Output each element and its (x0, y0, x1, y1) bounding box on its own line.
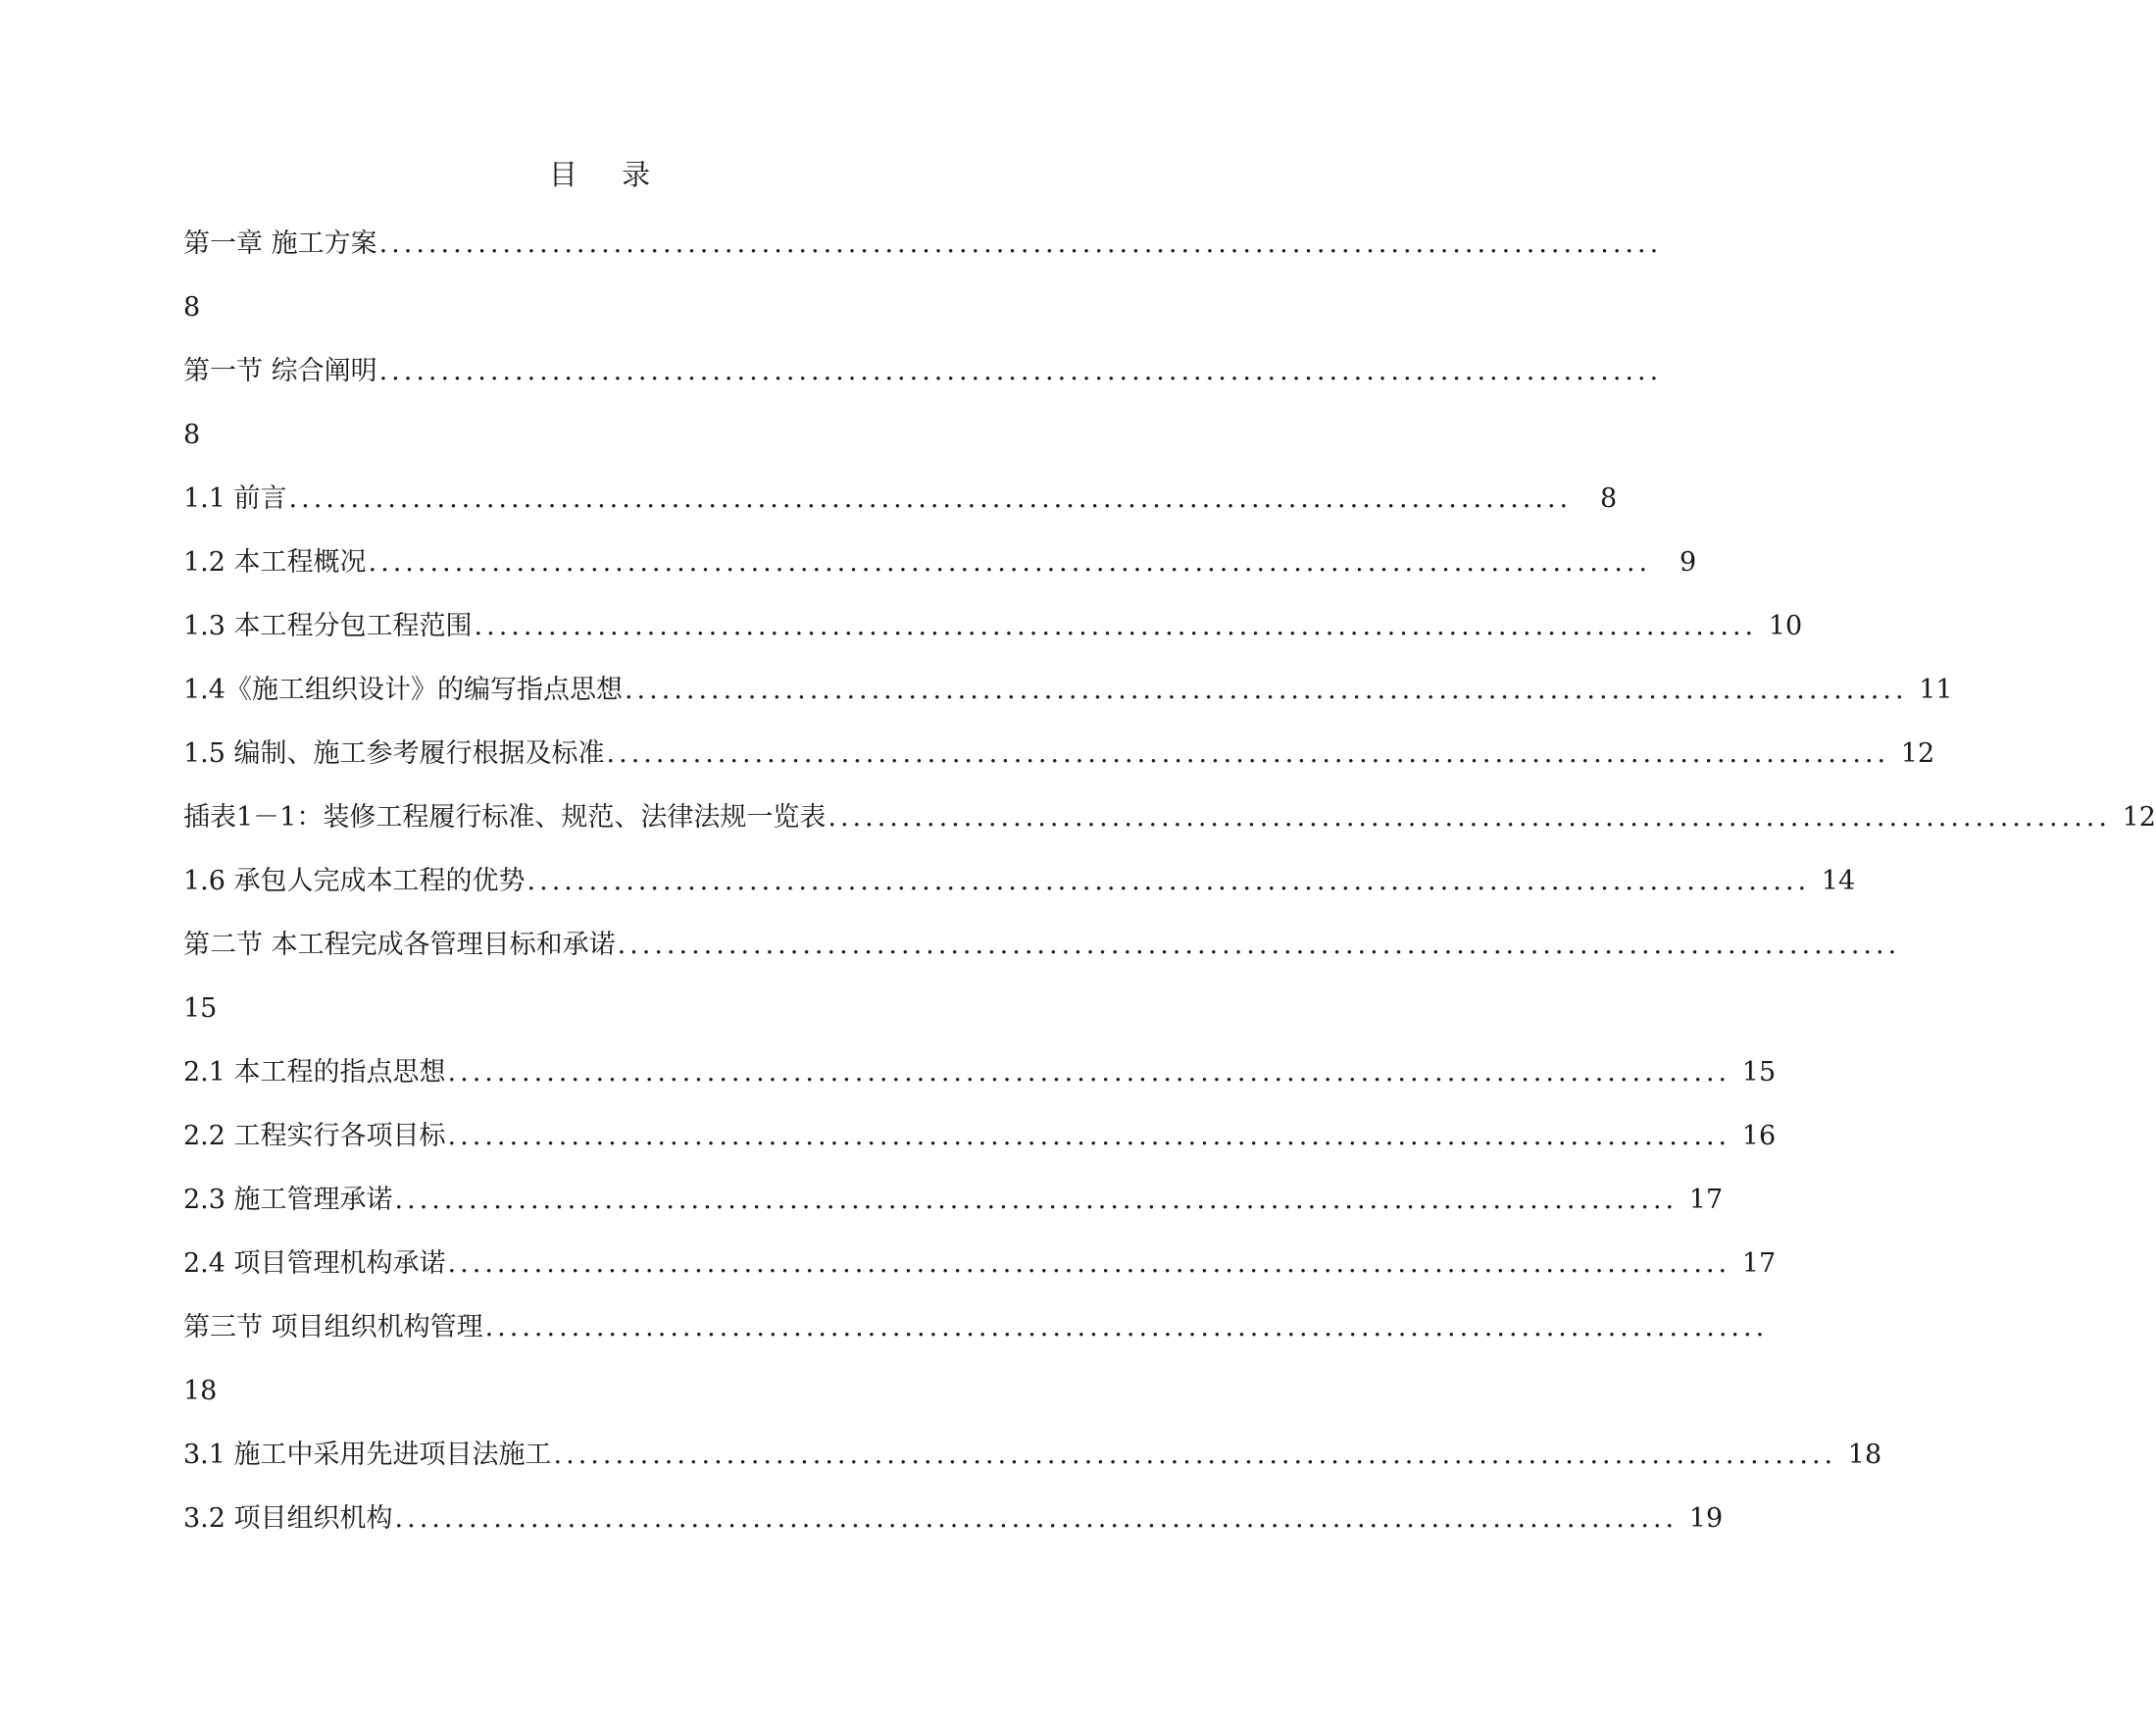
toc-leader-dots: ........................................................................................................ (288, 482, 1573, 514)
toc-entry-page: 17 (1688, 1184, 1724, 1215)
toc-entry-label: 3.2 项目组织机构 (183, 1502, 393, 1534)
toc-entry-page: 17 (1741, 1247, 1777, 1279)
toc-entry-label: 2.2 工程实行各项目标 (183, 1120, 446, 1151)
toc-entry-label: 第二节 本工程完成各管理目标和承诺 (183, 929, 616, 960)
toc-entry[interactable] (183, 785, 2156, 849)
toc-entry-label: 2.1 本工程的指点思想 (183, 1056, 446, 1088)
toc-entry[interactable] (183, 658, 1953, 722)
toc-entry-page: 9 (1679, 546, 1697, 578)
toc-entry-page: 12 (2122, 801, 2156, 833)
toc-entry-page: 14 (1821, 865, 1856, 896)
toc-leader-dots: ........................................................................................................ (474, 610, 1758, 641)
toc-entry-page-line (183, 1359, 1032, 1423)
toc-leader-dots: ........................................................................................................ (447, 1120, 1731, 1151)
toc-entry[interactable] (183, 1487, 1724, 1550)
toc-leader-dots: ........................................................................................................ (553, 1439, 1837, 1470)
toc-entry[interactable] (183, 212, 1663, 276)
toc-entry-page-line (183, 276, 1032, 339)
toc-entry-page: 16 (1741, 1120, 1777, 1151)
toc-entry-label: 1.5 编制、施工参考履行根据及标准 (183, 737, 605, 769)
toc-entry[interactable] (183, 531, 1697, 594)
toc-entry-label: 2.4 项目管理机构承诺 (183, 1247, 446, 1279)
toc-leader-dots: ........................................................................................................ (526, 865, 1811, 896)
toc-entry[interactable] (183, 1168, 1724, 1232)
toc-entry[interactable] (183, 467, 1618, 531)
toc-entry-label: 2.3 施工管理承诺 (183, 1184, 393, 1215)
toc-entry[interactable] (183, 1423, 1882, 1487)
toc-entry[interactable] (183, 1232, 1777, 1295)
toc-entry[interactable] (183, 1040, 1777, 1104)
toc-entry-page: 11 (1919, 674, 1953, 705)
toc-entry[interactable] (183, 1104, 1777, 1168)
toc-entry-page: 10 (1768, 610, 1803, 641)
toc-entry-page: 15 (1741, 1056, 1777, 1088)
toc-entry-label: 1.4《施工组织设计》的编写指点思想 (183, 674, 623, 705)
toc-entry[interactable] (183, 913, 1901, 977)
toc-entry[interactable] (183, 722, 1935, 785)
toc-entry-page: 8 (1599, 482, 1618, 514)
toc-entry-label: 1.6 承包人完成本工程的优势 (183, 865, 526, 896)
toc-entry-page: 8 (183, 419, 201, 450)
toc-entry-page-line (183, 403, 1032, 467)
toc-entry-label: 1.1 前言 (183, 482, 287, 514)
toc-list (183, 212, 2156, 1550)
toc-entry-label: 1.2 本工程概况 (183, 546, 367, 578)
toc-leader-dots: ........................................................................................................ (394, 1184, 1679, 1215)
toc-leader-dots: ........................................................................................................ (447, 1056, 1731, 1088)
toc-leader-dots: ........................................................................................................ (447, 1247, 1731, 1279)
toc-entry-label: 插表1－1：装修工程履行标准、规范、法律法规一览表 (183, 801, 827, 833)
toc-entry[interactable] (183, 849, 1856, 913)
toc-entry-page: 19 (1688, 1502, 1724, 1534)
toc-entry-page-line (183, 977, 1032, 1040)
toc-leader-dots: ........................................................................................................ (378, 355, 1663, 386)
toc-entry-label: 3.1 施工中采用先进项目法施工 (183, 1439, 552, 1470)
toc-entry-page: 15 (183, 992, 218, 1024)
toc-entry-page: 12 (1900, 737, 1935, 769)
toc-leader-dots: ........................................................................................................ (624, 674, 1908, 705)
toc-entry[interactable] (183, 594, 1803, 658)
toc-leader-dots: ........................................................................................................ (827, 801, 2111, 833)
toc-entry-label: 第一节 综合阐明 (183, 355, 377, 386)
toc-entry-page: 18 (183, 1375, 218, 1406)
toc-leader-dots: ........................................................................................................ (606, 737, 1890, 769)
toc-entry-page: 18 (1847, 1439, 1882, 1470)
toc-title: 目 录 (548, 158, 669, 191)
toc-entry[interactable] (183, 339, 1663, 403)
toc-leader-dots: ........................................................................................................ (378, 228, 1663, 259)
toc-entry-label: 1.3 本工程分包工程范围 (183, 610, 473, 641)
toc-leader-dots: ........................................................................................................ (368, 546, 1652, 578)
toc-leader-dots: ........................................................................................................ (617, 929, 1901, 960)
toc-leader-dots: ........................................................................................................ (484, 1311, 1769, 1342)
toc-leader-dots: ........................................................................................................ (394, 1502, 1679, 1534)
toc-entry-page: 8 (183, 291, 201, 323)
toc-entry-label: 第一章 施工方案 (183, 228, 377, 259)
toc-entry[interactable] (183, 1295, 1769, 1359)
toc-entry-label: 第三节 项目组织机构管理 (183, 1311, 483, 1342)
